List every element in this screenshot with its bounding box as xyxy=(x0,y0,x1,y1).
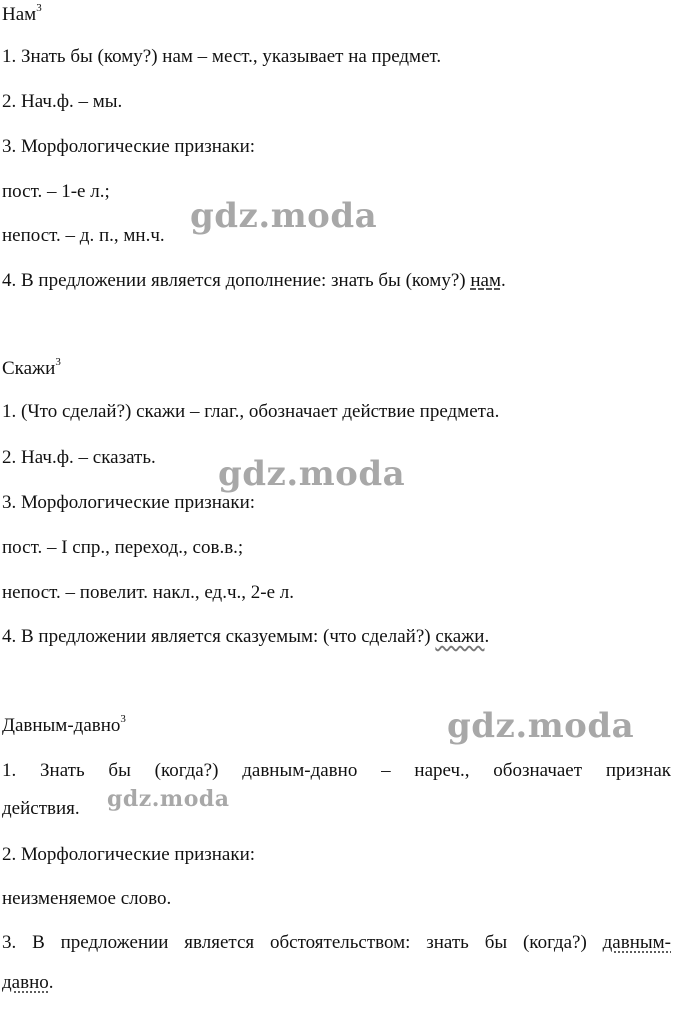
heading-superscript: 3 xyxy=(120,712,126,725)
sentence-text: 4. В предложении является сказуемым: (что сделай?) xyxy=(2,626,436,647)
skazhi-line-6 xyxy=(2,626,671,648)
heading-superscript: 3 xyxy=(55,355,61,368)
skazhi-line-2: 2. Нач.ф. – сказать. xyxy=(2,447,156,468)
heading-text: Нам xyxy=(2,4,37,25)
heading-superscript: 3 xyxy=(36,1,42,14)
davno-line-3: неизменяемое слово. xyxy=(2,888,172,909)
nam-line-5: непост. – д. п., мн.ч. xyxy=(2,225,165,246)
davno-line-4-continued xyxy=(2,972,671,994)
section-heading-skazhi xyxy=(2,355,671,380)
watermark: gdz.moda xyxy=(218,454,406,494)
underlined-word: нам xyxy=(470,270,501,291)
watermark: gdz.moda xyxy=(447,706,635,746)
watermark: gdz.moda xyxy=(190,196,378,236)
skazhi-line-1: 1. (Что сделай?) скажи – глаг., обозначает действие предмета. xyxy=(2,401,500,422)
nam-line-4: пост. – 1-е л.; xyxy=(2,181,110,202)
nam-line-3: 3. Морфологические признаки: xyxy=(2,136,256,157)
skazhi-line-3: 3. Морфологические признаки: xyxy=(2,492,256,513)
underlined-word: давным- xyxy=(602,932,671,953)
underlined-word: давно xyxy=(2,972,49,993)
period: . xyxy=(484,626,490,647)
sentence-text: 3. В предложении является обстоятельством: знать бы (когда?) xyxy=(2,932,603,953)
davno-line-2: 2. Морфологические признаки: xyxy=(2,844,256,865)
davno-line-4 xyxy=(2,932,671,954)
sentence-text: 4. В предложении является дополнение: знать бы (кому?) xyxy=(2,270,471,291)
nam-line-1: 1. Знать бы (кому?) нам – мест., указывает на предмет. xyxy=(2,46,442,67)
period: . xyxy=(500,270,506,291)
heading-text: Давным-давно xyxy=(2,715,121,736)
nam-line-6 xyxy=(2,270,671,292)
section-heading-nam xyxy=(2,1,671,26)
skazhi-line-5: непост. – повелит. накл., ед.ч., 2-е л. xyxy=(2,582,294,603)
skazhi-line-4: пост. – I спр., переход., сов.в.; xyxy=(2,537,244,558)
watermark: gdz.moda xyxy=(107,786,230,812)
period: . xyxy=(48,972,54,993)
davno-line-1: 1. Знать бы (когда?) давным-давно – нареч., обозначает признак xyxy=(2,760,671,781)
nam-line-2: 2. Нач.ф. – мы. xyxy=(2,91,123,112)
heading-text: Скажи xyxy=(2,358,56,379)
underlined-word: скажи xyxy=(435,626,485,647)
davno-line-1-continued: действия. xyxy=(2,798,80,819)
